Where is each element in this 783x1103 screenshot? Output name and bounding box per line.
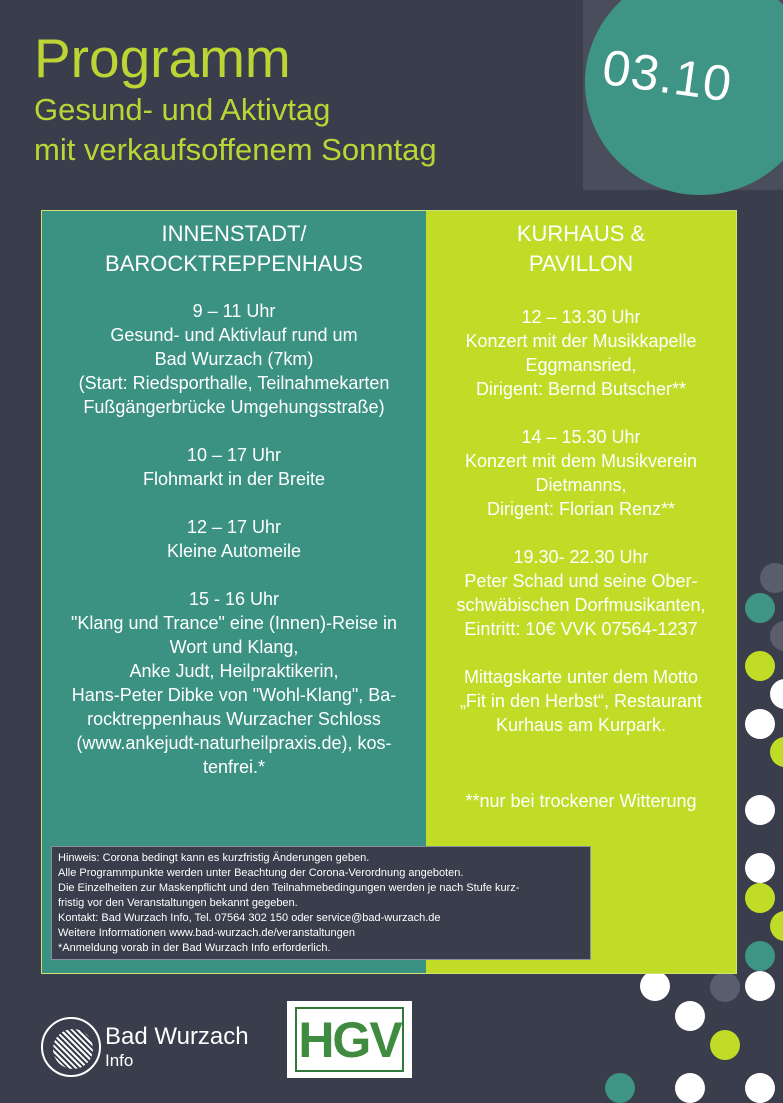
left-column-heading bbox=[48, 219, 420, 279]
event-block bbox=[434, 305, 728, 401]
event-line: (www.ankejudt-naturheilpraxis.de), kos- bbox=[76, 733, 392, 753]
event-block bbox=[48, 515, 420, 563]
footnote: **nur bei trockener Witterung bbox=[465, 791, 697, 811]
event-time: 19.30- 22.30 Uhr bbox=[513, 547, 649, 567]
event-line: Fußgängerbrücke Umgehungsstraße) bbox=[83, 397, 385, 417]
event-time: 15 - 16 Uhr bbox=[188, 589, 280, 609]
subtitle-line-1: Gesund- und Aktivtag bbox=[34, 92, 331, 127]
event-time: 10 – 17 Uhr bbox=[186, 445, 282, 465]
event-line: „Fit in den Herbst“, Restaurant bbox=[459, 691, 703, 711]
event-line: Anke Judt, Heilpraktikerin, bbox=[129, 661, 339, 681]
heading-line: INNENSTADT/ bbox=[161, 221, 307, 246]
event-line: Flohmarkt in der Breite bbox=[142, 469, 326, 489]
heading-line: KURHAUS & bbox=[516, 221, 646, 246]
event-line: tenfrei.* bbox=[202, 757, 266, 777]
event-line: Konzert mit dem Musikverein bbox=[464, 451, 698, 471]
heading-line: BAROCKTREPPENHAUS bbox=[105, 251, 363, 276]
bad-wurzach-logo bbox=[41, 1017, 249, 1079]
event-date: 03.10 bbox=[599, 38, 736, 113]
event-block bbox=[434, 425, 728, 521]
event-block bbox=[48, 299, 420, 419]
subtitle bbox=[34, 90, 437, 170]
note-line: Hinweis: Corona bedingt kann es kurzfristig Änderungen geben. bbox=[58, 852, 370, 864]
event-line: Hans-Peter Dibke von "Wohl-Klang", Ba- bbox=[71, 685, 397, 705]
event-line: Eintritt: 10€ VVK 07564-1237 bbox=[464, 619, 698, 639]
event-line: Mittagskarte unter dem Motto bbox=[463, 667, 699, 687]
event-line: Kleine Automeile bbox=[166, 541, 302, 561]
event-time: 12 – 13.30 Uhr bbox=[521, 307, 641, 327]
event-time: 14 – 15.30 Uhr bbox=[521, 427, 641, 447]
hgv-logo-text: HGV bbox=[295, 1007, 404, 1072]
right-column-heading bbox=[434, 219, 728, 279]
bad-wurzach-emblem-icon bbox=[41, 1017, 101, 1077]
logo-name: Bad Wurzach bbox=[105, 1023, 249, 1050]
event-line: Bad Wurzach (7km) bbox=[154, 349, 314, 369]
event-block bbox=[434, 545, 728, 641]
event-line: Eggmansried, bbox=[525, 355, 637, 375]
hgv-logo bbox=[287, 1001, 412, 1078]
event-time: 9 – 11 Uhr bbox=[192, 301, 276, 321]
event-line: Wort und Klang, bbox=[169, 637, 299, 657]
event-line: Dirigent: Bernd Butscher** bbox=[475, 379, 687, 399]
event-time: 12 – 17 Uhr bbox=[186, 517, 282, 537]
note-line: Weitere Informationen www.bad-wurzach.de/veranstaltungen bbox=[58, 927, 355, 939]
event-line: Gesund- und Aktivlauf rund um bbox=[110, 325, 358, 345]
event-line: Kurhaus am Kurpark. bbox=[495, 715, 667, 735]
page-title: Programm bbox=[34, 27, 291, 89]
event-line: rocktreppenhaus Wurzacher Schloss bbox=[87, 709, 381, 729]
note-line: Kontakt: Bad Wurzach Info, Tel. 07564 302 150 oder service@bad-wurzach.de bbox=[58, 912, 441, 924]
logo-subtitle: Info bbox=[105, 1051, 134, 1070]
note-line: *Anmeldung vorab in der Bad Wurzach Info erforderlich. bbox=[58, 942, 331, 954]
event-block bbox=[48, 443, 420, 491]
event-line: Peter Schad und seine Ober- bbox=[464, 571, 698, 591]
event-line: "Klang und Trance" eine (Innen)-Reise in bbox=[71, 613, 397, 633]
event-line: (Start: Riedsporthalle, Teilnahmekarten bbox=[78, 373, 390, 393]
notes-box bbox=[51, 846, 591, 960]
event-line: Konzert mit der Musikkapelle bbox=[465, 331, 697, 351]
note-line: fristig vor den Veranstaltungen bekannt gegeben. bbox=[58, 897, 298, 909]
event-block bbox=[48, 587, 420, 779]
note-line: Die Einzelheiten zur Maskenpflicht und den Teilnahmebedingungen werden je nach Stufe kurz- bbox=[58, 882, 520, 894]
event-line: Dietmanns, bbox=[535, 475, 627, 495]
event-line: Dirigent: Florian Renz** bbox=[486, 499, 676, 519]
event-block bbox=[434, 665, 728, 737]
heading-line: PAVILLON bbox=[528, 251, 634, 276]
event-line: schwäbischen Dorfmusikanten, bbox=[456, 595, 706, 615]
note-line: Alle Programmpunkte werden unter Beachtung der Corona-Verordnung angeboten. bbox=[58, 867, 464, 879]
subtitle-line-2: mit verkaufsoffenem Sonntag bbox=[34, 132, 437, 167]
